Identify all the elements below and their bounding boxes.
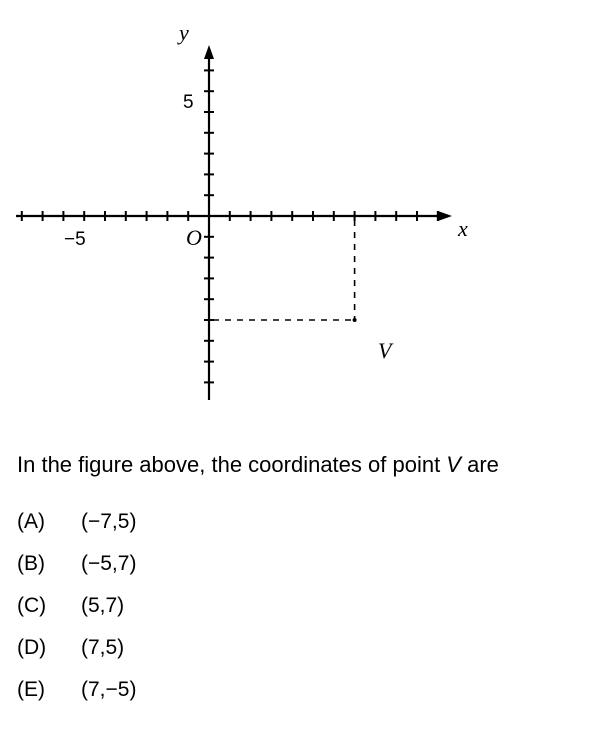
question-variable: V bbox=[446, 452, 461, 477]
y-axis-arrowhead bbox=[204, 45, 214, 59]
choice-b[interactable] bbox=[17, 552, 136, 594]
choice-letter: (A) bbox=[17, 510, 45, 533]
y-tick-label-5: 5 bbox=[183, 92, 194, 113]
choice-text: (5,7) bbox=[81, 594, 125, 617]
point-v-marker bbox=[353, 318, 357, 322]
choice-c[interactable] bbox=[17, 594, 136, 636]
choice-letter: (C) bbox=[17, 594, 47, 617]
x-axis-label: x bbox=[458, 216, 468, 241]
choice-text: (−5,7) bbox=[81, 552, 137, 575]
question-text bbox=[17, 452, 499, 478]
x-tick-label-neg5: −5 bbox=[64, 229, 86, 250]
choice-d[interactable] bbox=[17, 636, 136, 678]
choice-text: (7,−5) bbox=[81, 678, 137, 701]
choice-letter: (D) bbox=[17, 636, 47, 659]
origin-label: O bbox=[186, 225, 202, 250]
x-axis-arrowhead bbox=[438, 211, 452, 221]
choice-e[interactable] bbox=[17, 678, 136, 720]
x-axis-ticks bbox=[22, 211, 438, 221]
choice-a[interactable] bbox=[17, 510, 136, 552]
choice-letter: (E) bbox=[17, 678, 45, 701]
question-text-end: are bbox=[460, 452, 499, 477]
y-axis-label: y bbox=[179, 20, 189, 45]
question-text-start: In the figure above, the coordinates of point bbox=[17, 452, 447, 477]
choice-letter: (B) bbox=[17, 552, 45, 575]
answer-choices bbox=[17, 510, 136, 720]
choice-text: (7,5) bbox=[81, 636, 125, 659]
choice-text: (−7,5) bbox=[81, 510, 137, 533]
point-v-label: V bbox=[378, 338, 392, 363]
